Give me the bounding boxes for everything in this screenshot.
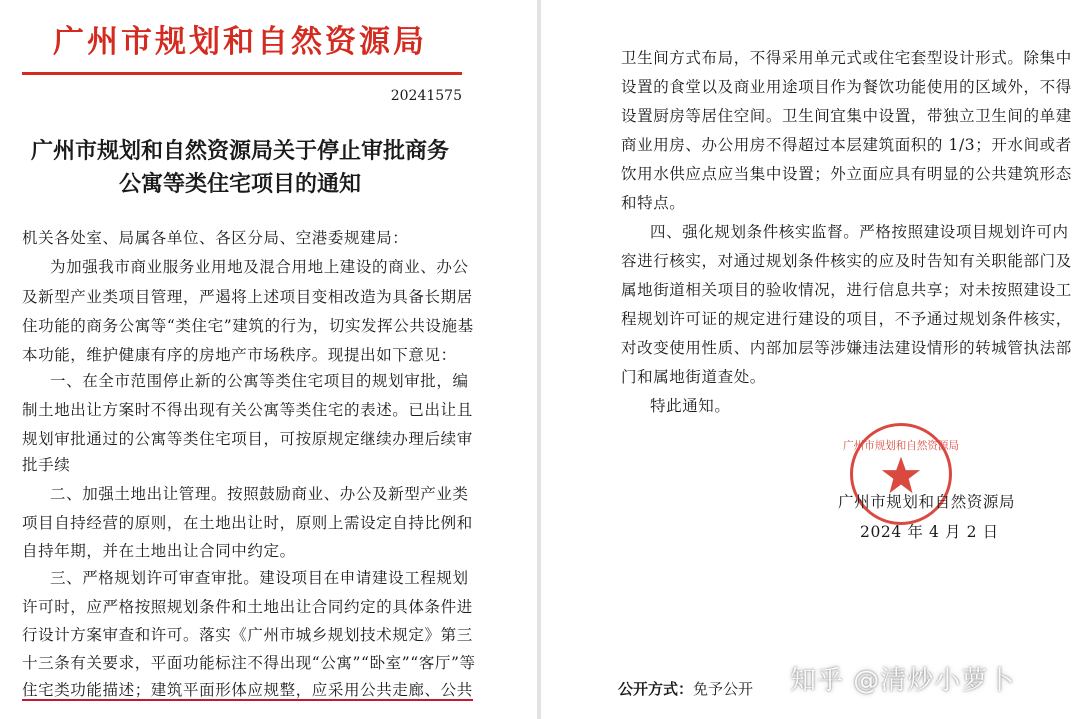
body-line: 门和属地街道查处。 [621, 368, 766, 386]
section-two-heading: 二、加强土地出让管理。按照鼓励商业、办公及新型产业类 [50, 485, 469, 503]
issuer-header: 广州市规划和自然资源局 [53, 24, 427, 60]
body-line: 设置厨房等居住空间。卫生间宜集中设置，带独立卫生间的单建 [621, 107, 1072, 125]
body-line: 对改变使用性质、内部加层等涉嫌违法建设情形的转城管执法部 [621, 339, 1072, 357]
section-four-heading: 四、强化规划条件核实监督。严格按照建设项目规划许可内 [650, 223, 1069, 241]
disclosure-method [618, 678, 753, 699]
body-line: 程规划许可证的规定进行建设的项目，不予通过规划条件核实， [621, 310, 1072, 328]
body-line: 批手续 [22, 456, 71, 474]
svg-text:广州市规划和自然资源局: 广州市规划和自然资源局 [842, 440, 960, 453]
title-line-1: 广州市规划和自然资源局关于停止审批商务 [30, 138, 449, 164]
body-line: 容进行核实，对通过规划条件核实的应及时告知有关职能部门及 [621, 252, 1072, 270]
body-line: 许可时，应严格按照规划条件和土地出让合同约定的具体条件进 [22, 598, 473, 616]
body-line: 自持年期，并在土地出让合同中约定。 [22, 542, 296, 560]
disclosure-value: 免予公开 [693, 680, 754, 698]
body-line: 及新型产业类项目管理，严遏将上述项目变相改造为具备长期居 [22, 288, 473, 306]
disclosure-label: 公开方式： [618, 680, 694, 698]
body-line: 行设计方案审查和许可。落实《广州市城乡规划技术规定》第三 [22, 626, 473, 644]
body-line: 商业用房、办公用房不得超过本层建筑面积的 1/3；开水间或者 [621, 136, 1072, 154]
body-line: 十三条有关要求，平面功能标注不得出现“公寓”“卧室”“客厅”等 [22, 654, 476, 672]
red-header-rule [22, 72, 462, 75]
body-line: 饮用水供应点应当集中设置；外立面应具有明显的公共建筑形态 [621, 165, 1072, 183]
document-title [0, 135, 480, 201]
title-line-2: 公寓等类住宅项目的通知 [118, 171, 361, 197]
body-line: 卫生间方式布局，不得采用单元式或住宅套型设计形式。除集中 [621, 49, 1072, 67]
platform-watermark: 知乎 @清炒小萝卜 [790, 666, 1016, 696]
highlighted-text: 住宅类功能描述；建筑平面形体应规整，应采用公共走廊、公共 [22, 681, 473, 699]
closing-line: 特此通知。 [650, 397, 731, 415]
body-line: 制土地出让方案时不得出现有关公寓等类住宅的表述。已出让且 [22, 401, 473, 419]
body-line: 规划审批通过的公寓等类住宅项目，可按原规定继续办理后续审 [22, 430, 473, 448]
body-line: 项目自持经营的原则，在土地出让时，原则上需设定自持比例和 [22, 514, 473, 532]
body-line: 为加强我市商业服务业用地及混合用地上建设的商业、办公 [50, 258, 469, 276]
section-three-heading: 三、严格规划许可审查审批。建设项目在申请建设工程规划 [50, 569, 469, 587]
body-line: 设置的食堂以及商业用途项目作为餐饮功能使用的区域外，不得 [621, 78, 1072, 96]
signature-organization: 广州市规划和自然资源局 [838, 493, 1016, 511]
signature-date: 2024 年 4 月 2 日 [860, 523, 999, 541]
body-line: 和特点。 [621, 194, 686, 212]
section-one-heading: 一、在全市范围停止新的公寓等类住宅项目的规划审批，编 [50, 372, 469, 390]
highlighted-body-line [22, 680, 473, 700]
body-line: 属地街道相关项目的验收情况，进行信息共享；对未按照建设工 [621, 281, 1072, 299]
body-line: 本功能，维护健康有序的房地产市场秩序。现提出如下意见： [22, 346, 457, 364]
document-number: 20241575 [390, 88, 462, 104]
salutation: 机关各处室、局属各单位、各区分局、空港委规建局： [22, 229, 409, 247]
body-line: 住功能的商务公寓等“类住宅”建筑的行为，切实发挥公共设施基 [22, 317, 474, 335]
